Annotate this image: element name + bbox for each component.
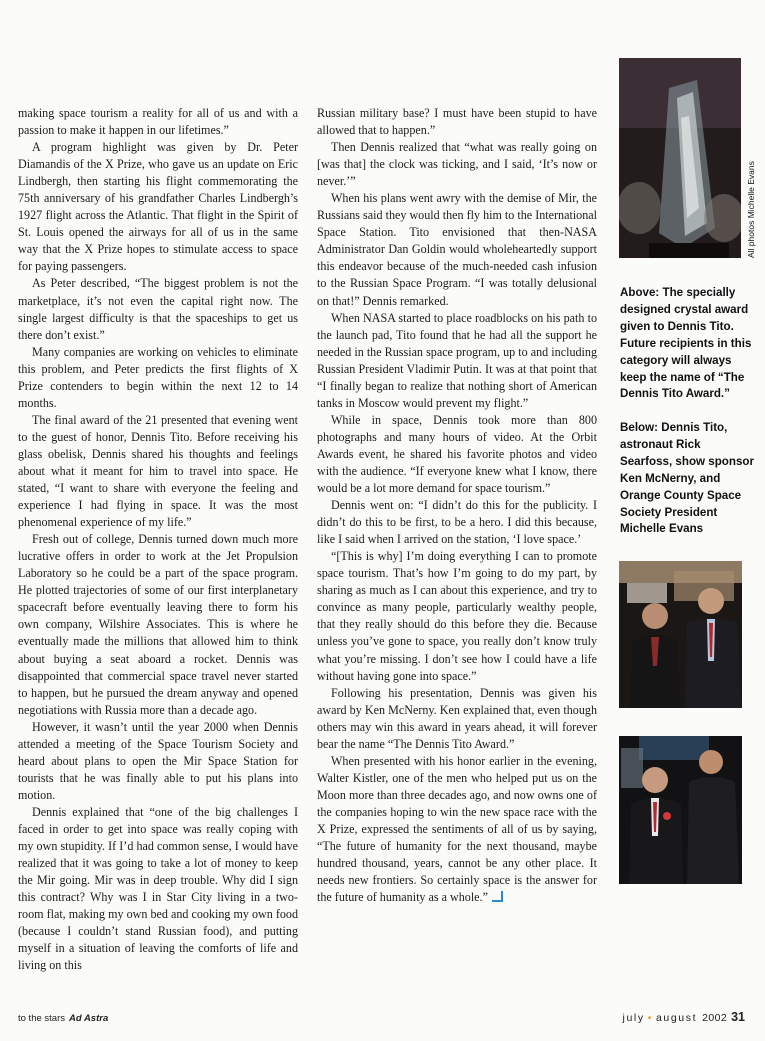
paragraph: However, it wasn’t until the year 2000 when Dennis attended a meeting of the Space Tourism Society and heard about plans to open the Mir Space Station for tourists that he was finally able to put his plans into motion. (18, 719, 298, 802)
footer-year: 2002 (702, 1012, 728, 1024)
article-column-right (317, 105, 597, 906)
separator-dot-icon: • (647, 1012, 653, 1024)
caption-below (620, 420, 755, 538)
paragraph: Following his presentation, Dennis was given his award by Ken McNerny. Ken explained that, even though others may win this award in years ahead, it will forever bear the name “The Dennis Tito Award.” (317, 685, 597, 751)
caption-above: Above: The specially designed crystal award given to Dennis Tito. Future recipients in this category will always keep the name of “The Dennis Tito Award.” (620, 286, 752, 401)
paragraph: Dennis explained that “one of the big challenges I faced in order to get into space was really coping with my own stupidity. If I’d had common sense, I would have realized that it was going to take a lot of money to keep the Mir going. Mir was in deep trouble. Why did I sign this contract? Why was I in Star City living in a two-room flat, making my own bed and cooking my own food (because I couldn’t stand Russian food), and putting myself in a situation of leaving the comforts of life and living on this (18, 804, 298, 973)
paragraph: When NASA started to place roadblocks on his path to the launch pad, Tito found that he had all the support he needed in the Russian space program, up to and including Russian President Vladimir Putin. It was at that point that “I finally began to realize that nothing short of American tanks in Moscow would prevent my flight.” (317, 310, 597, 410)
paragraph: The final award of the 21 presented that evening went to the guest of honor, Dennis Tito. Before receiving his glass obelisk, Dennis shared his thoughts and feelings about what it meant for him to travel into space. He stated, “I want to share with everyone the feeling and experience I had flying in space. It was the most phenomenal experience of my life.” (18, 412, 298, 530)
paragraph: Dennis went on: “I didn’t do this for the publicity. I didn’t do this to be first, to be a hero. I did this because, like I said when I arrived on the station, ‘I love space.’ (317, 498, 597, 547)
footer-issue (623, 1010, 745, 1024)
paragraph: When his plans went awry with the demise of Mir, the Russians said they would then fly him to the International Space Station. Tito envisioned that then-NASA Administrator Dan Goldin would wholeheartedly support this endeavor because of the much-needed cash infusion to the Russian Space Program. “I was totally delusional on that!” Dennis remarked. (317, 191, 597, 308)
footer-publication (18, 1013, 108, 1024)
paragraph: As Peter described, “The biggest problem is not the marketplace, it’s not even the capital right now. The single largest difficulty is that the spaceships to get us there don’t exist.” (18, 276, 298, 342)
paragraph: Fresh out of college, Dennis turned down much more lucrative offers in order to work at the Jet Propulsion Laboratory so he could be a part of the space program. He plotted trajectories of some of our first interplanetary spacecraft before eventually leaving there to form his own company, Wilshire Associates. This is where he eventually made the millions that allowed him to think about buying a seat aboard a rocket. Dennis was disappointed that commercial space travel never started to happen, but he pursued the dream anyway and opened negotiations with Russia more than a decade ago. (18, 532, 298, 717)
caption-below-name: Michelle Evans (620, 522, 704, 536)
group-photo-illustration (619, 561, 742, 708)
page-number: 31 (731, 1010, 745, 1024)
paragraph: making space tourism a reality for all of us and with a passion to make it happen in our lifetimes.” (18, 106, 298, 138)
footer-month-1: july (622, 1012, 645, 1024)
footer-magazine-name: Ad Astra (69, 1013, 109, 1024)
paragraph: “[This is why] I’m doing everything I can to promote space tourism. That’s how I’m going to do my part, by sharing as much as I can about this experience, and try to convince as many people, particularly wealthy people, that they really should do this before they die. Because unless you’ve gone to space, you really don’t know truly what you’re missing. I don’t see how I could have a life without having gone into space.” (317, 549, 597, 683)
end-of-article-icon (492, 891, 503, 902)
paragraph: Russian military base? I must have been stupid to have allowed that to happen.” (317, 106, 597, 138)
photo-credit: All photos Michelle Evans (746, 161, 756, 258)
paragraph: Then Dennis realized that “what was really going on [was that] the clock was ticking, and I said, ‘It’s now or never.’” (317, 140, 597, 189)
group-photo-searfoss-evans (619, 736, 742, 884)
paragraph-text: When presented with his honor earlier in the evening, Walter Kistler, one of the men who helped put us on the Moon more than three decades ago, and now owns one of the companies hoping to win the new space race with the X Prize, expressed the sentiments of all of us by saying, “The future of humanity for the next thousand, maybe hundred thousand, years, cannot be any other place. It needs new frontiers. So certainly space is the answer for the future of humanity as a whole.” (317, 753, 597, 905)
paragraph: While in space, Dennis took more than 800 photographs and many hours of video. At the Orbit Awards event, he shared his favorite photos and video with the audience. “If everyone knew what I know, there would be a lot more demand for space tourism.” (317, 412, 597, 496)
crystal-award-photo (619, 58, 741, 258)
group-photo-illustration (619, 736, 742, 884)
footer-tagline: to the stars (18, 1013, 65, 1024)
caption-below-text: Below: Dennis Tito, astronaut Rick Searfoss, show sponsor Ken McNerny, and Orange County Space Society President (620, 421, 755, 519)
footer-month-2: august (655, 1012, 698, 1024)
paragraph-final (317, 753, 597, 906)
crystal-award-illustration (619, 58, 741, 258)
group-photo-tito-mcnerny (619, 561, 742, 708)
article-column-left (18, 105, 298, 974)
paragraph: A program highlight was given by Dr. Peter Diamandis of the X Prize, who gave us an update on Eric Lindbergh, then starting his flight commemorating the 75th anniversary of his grandfather Charles Lindbergh’s 1927 flight across the Atlantic. That flight in the Spirit of St. Louis opened the airways for all of us in the same way that the X Prize hopes to stimulate access to space for paying passengers. (18, 140, 298, 274)
paragraph: Many companies are working on vehicles to eliminate this problem, and Peter predicts the first flights of X Prize contenders to begin within the next 12 to 14 months. (18, 344, 298, 410)
